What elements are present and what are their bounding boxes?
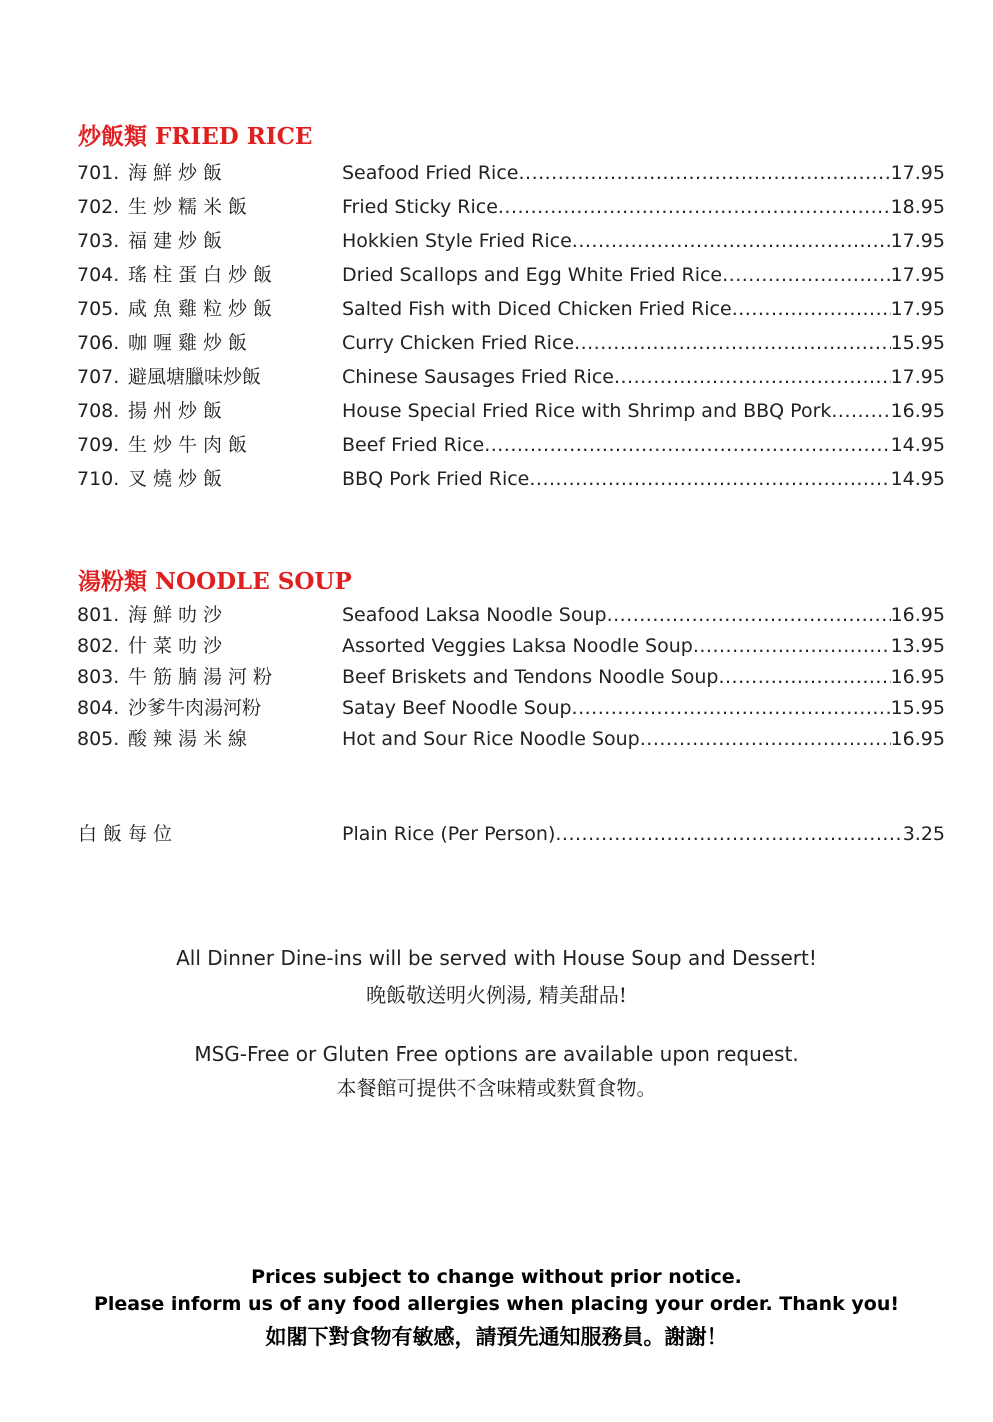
- item-number: 702.: [77, 196, 120, 218]
- item-chinese-name: 叉燒炒飯: [128, 468, 229, 490]
- item-price: 17.95: [890, 298, 945, 320]
- item-number: 803.: [77, 666, 120, 688]
- menu-item-701: [77, 158, 945, 188]
- item-line: [342, 260, 945, 290]
- item-number: 705.: [77, 298, 120, 320]
- item-line: [342, 396, 945, 426]
- menu-item-804: [77, 693, 945, 723]
- item-number: 710.: [77, 468, 120, 490]
- item-price: 16.95: [890, 604, 945, 626]
- item-chinese-name: 咸魚雞粒炒飯: [128, 298, 279, 320]
- footer-price-notice: Prices subject to change without prior notice.: [251, 1266, 742, 1288]
- item-number: 802.: [77, 635, 120, 657]
- item-chinese-name: 酸辣湯米線: [128, 728, 254, 750]
- item-english-name: Beef Fried Rice: [342, 434, 485, 456]
- item-english-name: Chinese Sausages Fried Rice: [342, 366, 614, 388]
- item-english-name: Seafood Laksa Noodle Soup: [342, 604, 607, 626]
- item-number: 709.: [77, 434, 120, 456]
- item-number: 701.: [77, 162, 120, 184]
- menu-item-703: [77, 226, 945, 256]
- item-number: 708.: [77, 400, 120, 422]
- menu-item-709: [77, 430, 945, 460]
- item-number: 704.: [77, 264, 120, 286]
- menu-item-702: [77, 192, 945, 222]
- item-line: [342, 226, 945, 256]
- menu-item-805: [77, 724, 945, 754]
- item-price: 17.95: [890, 162, 945, 184]
- item-english-name: Assorted Veggies Laksa Noodle Soup: [342, 635, 693, 657]
- dot-leader: [607, 600, 891, 630]
- item-price: 14.95: [890, 434, 945, 456]
- menu-item-706: [77, 328, 945, 358]
- item-price: 15.95: [890, 697, 945, 719]
- item-english-name: Plain Rice (Per Person): [342, 823, 556, 845]
- dot-leader: [498, 192, 891, 222]
- item-number: 707.: [77, 366, 120, 388]
- item-number: 706.: [77, 332, 120, 354]
- dot-leader: [572, 693, 891, 723]
- item-price: 3.25: [902, 823, 945, 845]
- item-chinese-name: 福建炒飯: [128, 230, 229, 252]
- dot-leader: [555, 819, 902, 849]
- dot-leader: [722, 260, 890, 290]
- item-number: 801.: [77, 604, 120, 626]
- menu-item-704: [77, 260, 945, 290]
- item-english-name: BBQ Pork Fried Rice: [342, 468, 530, 490]
- item-chinese-name: 白飯每位: [78, 823, 179, 845]
- dot-leader: [572, 226, 891, 256]
- item-line: [342, 328, 945, 358]
- dot-leader: [529, 464, 890, 494]
- menu-item-802: [77, 631, 945, 661]
- fried-rice-title: 炒飯類 FRIED RICE: [78, 123, 313, 150]
- item-line: [342, 430, 945, 460]
- item-line: [342, 192, 945, 222]
- item-chinese-name: 海鮮叻沙: [128, 604, 229, 626]
- item-price: 17.95: [890, 264, 945, 286]
- item-english-name: Curry Chicken Fried Rice: [342, 332, 575, 354]
- item-english-name: Hokkien Style Fried Rice: [342, 230, 572, 252]
- menu-item-plain-rice: [77, 819, 945, 849]
- dot-leader: [574, 328, 891, 358]
- item-line: [342, 294, 945, 324]
- dot-leader: [640, 724, 891, 754]
- item-line: [342, 819, 945, 849]
- item-line: [342, 158, 945, 188]
- dot-leader: [518, 158, 890, 188]
- dot-leader: [614, 362, 891, 392]
- item-chinese-name: 什菜叻沙: [128, 635, 229, 657]
- item-line: [342, 662, 945, 692]
- dot-leader: [831, 396, 890, 426]
- item-price: 16.95: [890, 728, 945, 750]
- item-chinese-name: 咖喱雞炒飯: [128, 332, 254, 354]
- msg-note-english: MSG-Free or Gluten Free options are available upon request.: [194, 1042, 799, 1066]
- item-price: 18.95: [890, 196, 945, 218]
- item-line: [342, 693, 945, 723]
- item-line: [342, 724, 945, 754]
- item-english-name: House Special Fried Rice with Shrimp and BBQ Pork: [342, 400, 832, 422]
- item-chinese-name: 瑤柱蛋白炒飯: [128, 264, 279, 286]
- item-line: [342, 464, 945, 494]
- item-english-name: Satay Beef Noodle Soup: [342, 697, 572, 719]
- item-line: [342, 362, 945, 392]
- item-english-name: Fried Sticky Rice: [342, 196, 498, 218]
- menu-item-707: [77, 362, 945, 392]
- item-english-name: Salted Fish with Diced Chicken Fried Rice: [342, 298, 732, 320]
- item-number: 703.: [77, 230, 120, 252]
- item-chinese-name: 避風塘臘味炒飯: [128, 366, 262, 388]
- item-price: 13.95: [890, 635, 945, 657]
- item-price: 17.95: [890, 230, 945, 252]
- footer-allergy-notice-chinese: 如閣下對食物有敏感，請預先通知服務員。謝謝！: [265, 1324, 728, 1349]
- menu-item-710: [77, 464, 945, 494]
- item-price: 16.95: [890, 666, 945, 688]
- dinner-note-chinese: 晚飯敬送明火例湯, 精美甜品!: [366, 983, 627, 1007]
- item-line: [342, 631, 945, 661]
- menu-item-803: [77, 662, 945, 692]
- item-chinese-name: 海鮮炒飯: [128, 162, 229, 184]
- dot-leader: [484, 430, 890, 460]
- item-chinese-name: 牛筋腩湯河粉: [128, 666, 279, 688]
- dot-leader: [693, 631, 891, 661]
- item-english-name: Hot and Sour Rice Noodle Soup: [342, 728, 640, 750]
- msg-note-chinese: 本餐館可提供不含味精或麩質食物。: [336, 1076, 657, 1100]
- menu-item-705: [77, 294, 945, 324]
- item-price: 15.95: [890, 332, 945, 354]
- item-english-name: Beef Briskets and Tendons Noodle Soup: [342, 666, 719, 688]
- item-line: [342, 600, 945, 630]
- item-price: 17.95: [890, 366, 945, 388]
- item-chinese-name: 生炒糯米飯: [128, 196, 254, 218]
- item-price: 16.95: [890, 400, 945, 422]
- item-chinese-name: 沙爹牛肉湯河粉: [128, 697, 262, 719]
- item-chinese-name: 生炒牛肉飯: [128, 434, 254, 456]
- dinner-note-english: All Dinner Dine-ins will be served with House Soup and Dessert!: [176, 946, 817, 970]
- footer-allergy-notice: Please inform us of any food allergies when placing your order. Thank you!: [93, 1293, 900, 1315]
- item-number: 804.: [77, 697, 120, 719]
- menu-item-708: [77, 396, 945, 426]
- item-english-name: Seafood Fried Rice: [342, 162, 519, 184]
- dot-leader: [732, 294, 891, 324]
- item-chinese-name: 揚州炒飯: [128, 400, 229, 422]
- noodle-soup-title: 湯粉類 NOODLE SOUP: [78, 568, 352, 595]
- item-english-name: Dried Scallops and Egg White Fried Rice: [342, 264, 723, 286]
- item-number: 805.: [77, 728, 120, 750]
- item-price: 14.95: [890, 468, 945, 490]
- dot-leader: [718, 662, 890, 692]
- menu-item-801: [77, 600, 945, 630]
